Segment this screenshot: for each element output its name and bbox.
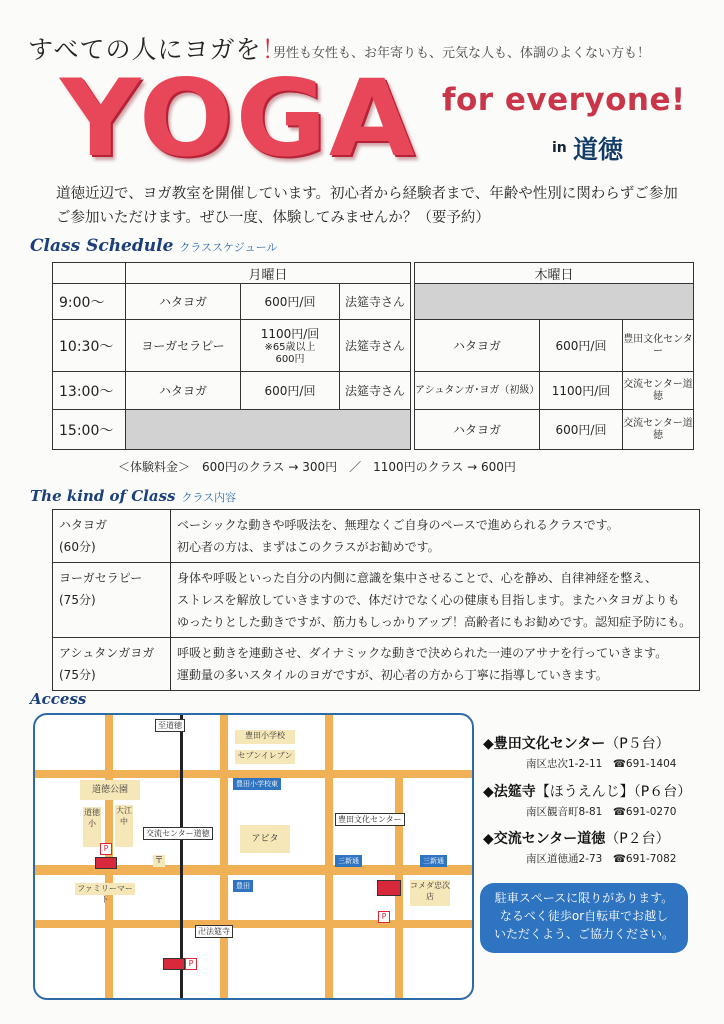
map-bunka-label: 豊田文化センター [335, 813, 405, 826]
subtitle: 男性も女性も、お年寄りも、元気な人も、体調のよくない方も！ [273, 46, 651, 61]
table-row: ハタヨガ (60分) ベーシックな動きや呼吸法を、無理なくご自身のペースで進められるクラスです。 初心者の方は、まずはこのクラスがお勧めです。 [53, 510, 700, 563]
trial-fee: ＜体験料金＞ 600円のクラス → 300円 ／ 1100円のクラス → 600円 [118, 460, 516, 474]
table-row: 10:30〜 ヨーガセラピー 1100円/回 ※65歳以上 600円 法筵寺さん ハタヨガ 600円/回 豊田文化センター [53, 320, 694, 372]
map-sanshin1: 三新通 [335, 855, 362, 867]
map-dotoku-school: 道徳小 [83, 807, 101, 847]
map-post-icon: 〒 [154, 856, 164, 866]
schedule-heading: Class Schedule クラススケジュール [30, 236, 278, 256]
map-park: 道徳公園 [80, 780, 140, 800]
table-row: 9:00〜 ハタヨガ 600円/回 法筵寺さん [53, 284, 694, 320]
map-seven: セブンイレブン [235, 750, 295, 764]
map-parking-3: P [185, 958, 197, 970]
map-school-east: 豊田小学校東 [233, 778, 281, 790]
yoga-logo: YOGA [60, 57, 418, 180]
table-row: 13:00〜 ハタヨガ 600円/回 法筵寺さん アシュタンガ･ヨガ（初級） 1100円/回 交流センター道徳 [53, 372, 694, 410]
map-koryu-marker [95, 857, 117, 869]
location-koryu-addr: 南区道徳通2-73 ☎691-7082 [526, 853, 677, 865]
location-koryu: ◆交流センター道徳（P２台） [483, 831, 670, 847]
table-row: ヨーガセラピー (75分) 身体や呼吸といった自分の内側に意識を集中させることで、心を静め、自律神経を整え、 ストレスを解放していきますので、体だけでなく心の健康も目指します。またハタヨガよりも ゆったりとした動きですが、筋力もしっかりアップ！高齢者にもお勧めです。認知症予防にも。 [53, 563, 700, 638]
map-family: ファミリーマート [75, 883, 135, 895]
map-parking-1: P [100, 843, 112, 855]
map-apita: アピタ [240, 825, 290, 853]
map-oe-middle: 大江中 [115, 805, 133, 847]
access-map [33, 713, 474, 1000]
map-hosenji-label: 卍法筵寺 [195, 925, 233, 938]
map-to-dotoku: 至道徳 [155, 719, 185, 732]
map-parking-2: P [378, 911, 390, 923]
map-bunka-marker [377, 880, 401, 896]
tagline: for everyone! [442, 82, 686, 118]
map-toyota-school: 豊田小学校 [235, 730, 295, 744]
table-row: 15:00〜 ハタヨガ 600円/回 交流センター道徳 [53, 410, 694, 450]
kind-heading: The kind of Class クラス内容 [30, 487, 237, 505]
location-hosenji: ◆法筵寺【ほうえんじ】（P６台） [483, 784, 692, 800]
map-hosenji-marker [163, 958, 185, 970]
parking-note: 駐車スペースに限りがあります。 なるべく徒歩or自転車でお越し いただくよう、ご協力ください。 [480, 883, 688, 953]
day-monday: 月曜日 [126, 263, 411, 284]
kind-table [52, 509, 700, 691]
table-row: アシュタンガヨガ (75分) 呼吸と動きを連動させ、ダイナミックな動きで決められた一連のアサナを行っていきます。 運動量の多いスタイルのヨガですが、初心者の方から丁寧に指導していきます。 [53, 638, 700, 691]
place-label: 道徳 [573, 135, 624, 164]
location-bunka: ◆豊田文化センター（P５台） [483, 736, 670, 752]
access-heading: Access [30, 690, 87, 708]
in-label: in [552, 140, 567, 156]
location-hosenji-addr: 南区観音町8-81 ☎691-0270 [526, 806, 677, 818]
map-koryu-label: 交流センター道徳 [143, 827, 213, 840]
day-thursday: 木曜日 [415, 263, 694, 284]
map-sanshin2: 三新通 [420, 855, 447, 867]
schedule-table [52, 262, 694, 450]
map-komeda: コメダ忠次店 [410, 880, 450, 906]
map-toyota: 豊田 [233, 880, 253, 892]
location-bunka-addr: 南区忠次1-2-11 ☎691-1404 [526, 758, 677, 770]
main-title: すべての人にヨガを！ [28, 35, 288, 64]
intro-text: 道徳近辺で、ヨガ教室を開催しています。初心者から経験者まで、年齢や性別に関わらずご参加 ご参加いただけます。ぜひ一度、体験してみませんか？（要予約） [56, 186, 678, 226]
